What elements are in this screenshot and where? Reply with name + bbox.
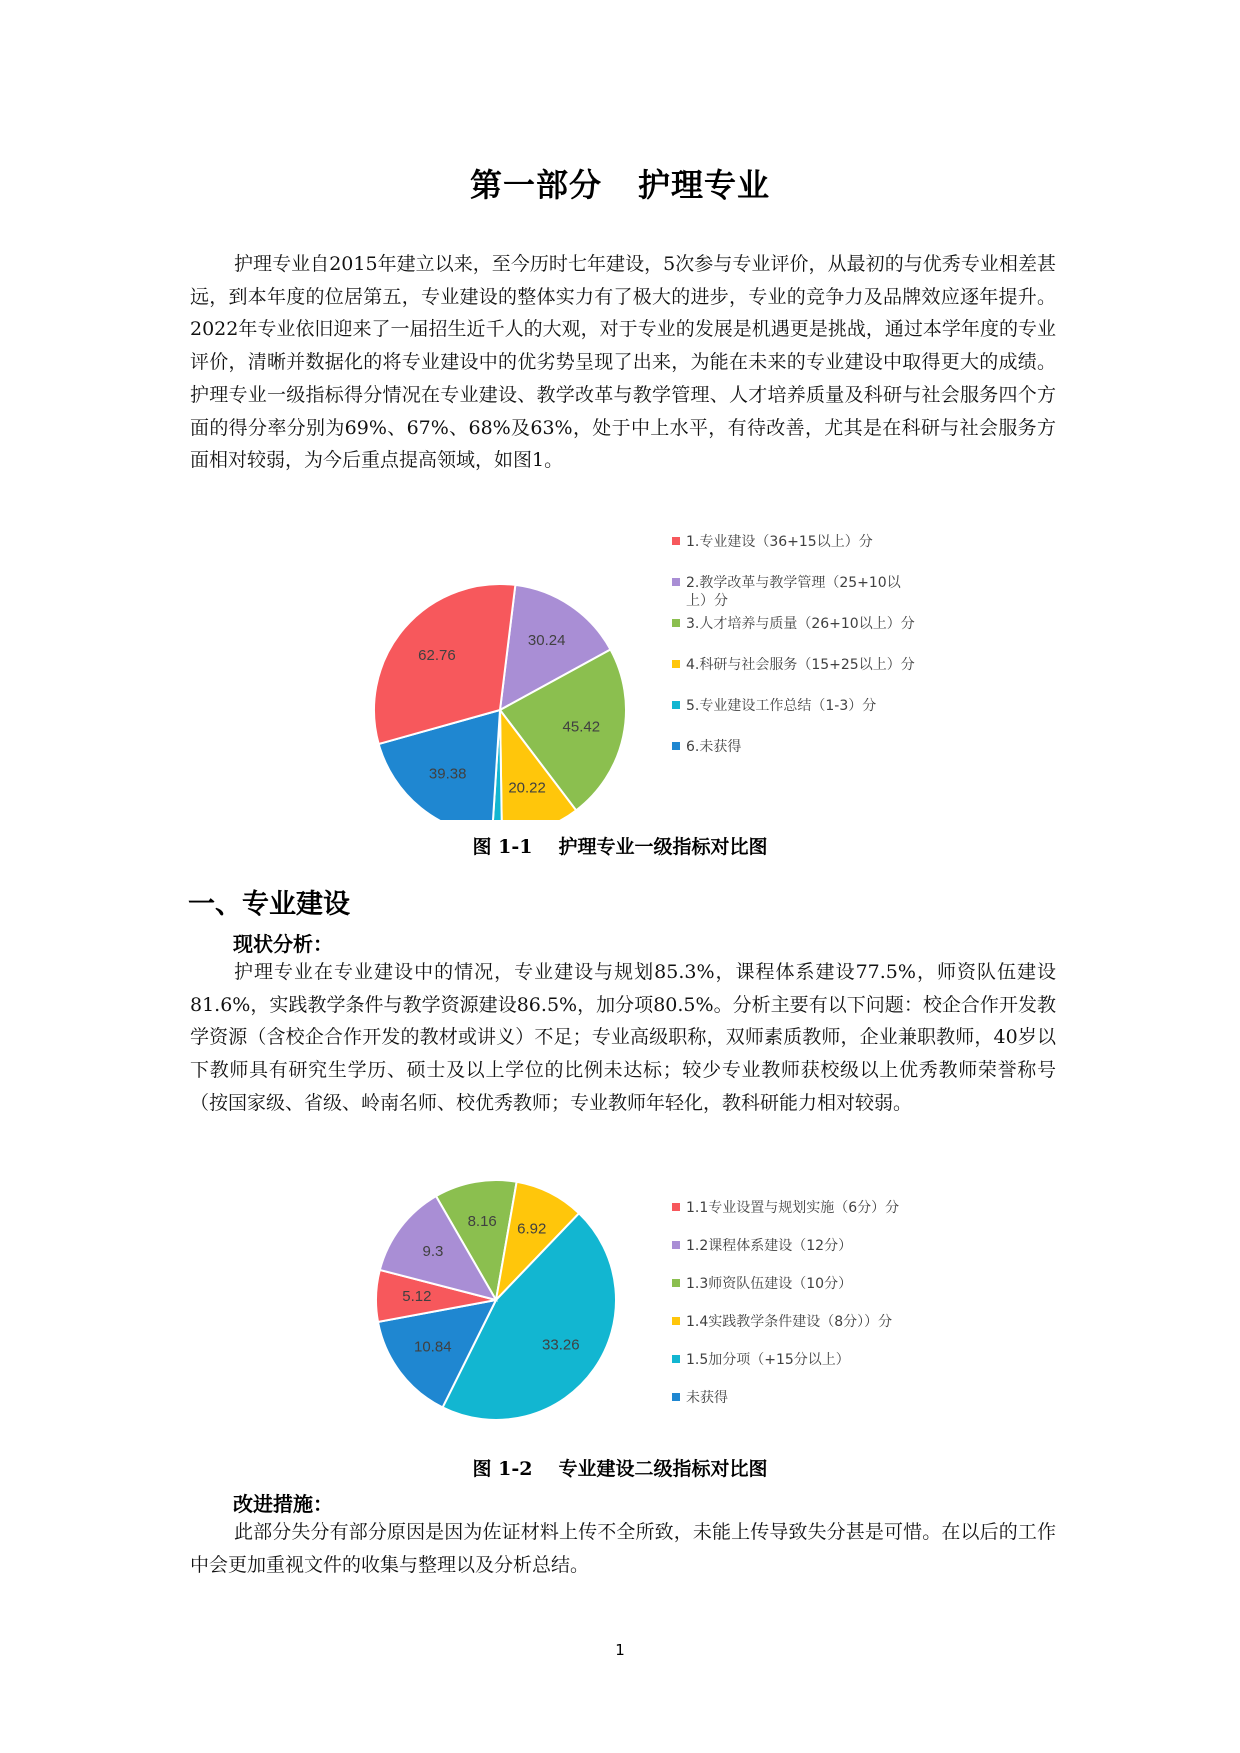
status-analysis-heading: 现状分析： [233,932,333,956]
legend-label-2-3: 1.3师资队伍建设（10分） [686,1276,853,1292]
legend-label-1-3: 3.人才培养与质量（26+10以上）分 [686,616,915,632]
figure-2-number: 图 1-2 [472,1458,533,1480]
legend-label-2-5: 1.5加分项（+15分以上） [686,1352,850,1368]
pie-value-label-1-1: 62.76 [418,646,456,664]
legend-label-2-6: 未获得 [686,1390,728,1406]
title-name: 护理专业 [638,166,771,204]
legend-swatch-2-5 [672,1355,680,1363]
legend-swatch-1-2 [672,578,680,586]
legend-swatch-2-2 [672,1241,680,1249]
status-paragraph: 护理专业在专业建设中的情况，专业建设与规划85.3%，课程体系建设77.5%，师资队伍建设81.6%，实践教学条件与教学资源建设86.5%，加分项80.5%。分析主要有以下问题：校企合作开发教学资源（含校企合作开发的教材或讲义）不足；专业高级职称，双师素质教师，企业兼职教师，40岁以下教师具有研究生学历、硕士及以上学位的比例未达标；较少专业教师获校级以上优秀教师荣誉称号（按国家级、省级、岭南名师、校优秀教师；专业教师年轻化，教科研能力相对较弱。 [190,961,1056,1114]
pie-value-label-1-4: 20.22 [508,779,546,797]
legend-swatch-1-6 [672,742,680,750]
legend-label-1-5: 5.专业建设工作总结（1-3）分 [686,698,877,714]
legend-swatch-2-1 [672,1203,680,1211]
pie-chart-secondary-indicators [0,1170,1240,1450]
legend-label-2-1: 1.1专业设置与规划实施（6分）分 [686,1200,900,1216]
legend-label-2-4: 1.4实践教学条件建设（8分））分 [686,1314,893,1330]
pie-value-label-1-6: 39.38 [428,765,467,783]
figure-2-title: 专业建设二级指标对比图 [558,1458,768,1480]
legend-label-1-1: 1.专业建设（36+15以上）分 [686,534,873,550]
title-part: 第一部分 [469,166,602,204]
legend-swatch-2-4 [672,1317,680,1325]
figure-1-number: 图 1-1 [472,836,533,858]
legend-swatch-2-6 [672,1393,680,1401]
legend-swatch-1-3 [672,619,680,627]
improvement-heading: 改进措施： [233,1492,333,1516]
pie-value-label-1-2: 30.24 [527,632,566,650]
pie-value-label-2-3: 8.16 [467,1212,497,1230]
legend-swatch-1-4 [672,660,680,668]
pie-value-label-2-5: 33.26 [542,1336,580,1354]
pie-chart-primary-indicators [0,520,1240,820]
pie-value-label-2-6: 10.84 [414,1338,452,1356]
legend-swatch-1-5 [672,701,680,709]
page-title [0,160,1240,206]
figure-1-caption [0,832,1240,859]
pie-value-label-2-1: 5.12 [402,1288,432,1306]
legend-swatch-2-3 [672,1279,680,1287]
figure-1-title: 护理专业一级指标对比图 [558,836,768,858]
legend-label-2-2: 1.2课程体系建设（12分） [686,1238,853,1254]
pie-value-label-2-4: 6.92 [517,1220,547,1238]
legend-label-1-6: 6.未获得 [686,739,742,755]
figure-2-caption [0,1454,1240,1481]
pie-value-label-1-3: 45.42 [562,718,601,736]
improvement-paragraph: 此部分失分有部分原因是因为佐证材料上传不全所致，未能上传导致失分甚是可惜。在以后的工作中会更加重视文件的收集与整理以及分析总结。 [190,1521,1056,1576]
pie-value-label-2-2: 9.3 [422,1243,444,1261]
intro-paragraph: 护理专业自2015年建立以来，至今历时七年建设，5次参与专业评价，从最初的与优秀专业相差甚远，到本年度的位居第五，专业建设的整体实力有了极大的进步，专业的竞争力及品牌效应逐年提升。2022年专业依旧迎来了一届招生近千人的大观，对于专业的发展是机遇更是挑战，通过本学年度的专业评价，清晰并数据化的将专业建设中的优劣势呈现了出来，为能在未来的专业建设中取得更大的成绩。护理专业一级指标得分情况在专业建设、教学改革与教学管理、人才培养质量及科研与社会服务四个方面的得分率分别为69%、67%、68%及63%，处于中上水平，有待改善，尤其是在科研与社会服务方面相对较弱，为今后重点提高领域，如图1。 [190,253,1056,472]
legend-swatch-1-1 [672,537,680,545]
section-heading-professional-construction: 一、专业建设 [188,889,350,920]
legend-label-1-2: 2.教学改革与教学管理（25+10以上）分 [686,575,901,609]
legend-label-1-4: 4.科研与社会服务（15+25以上）分 [686,657,915,673]
page-number: 1 [615,1641,625,1659]
